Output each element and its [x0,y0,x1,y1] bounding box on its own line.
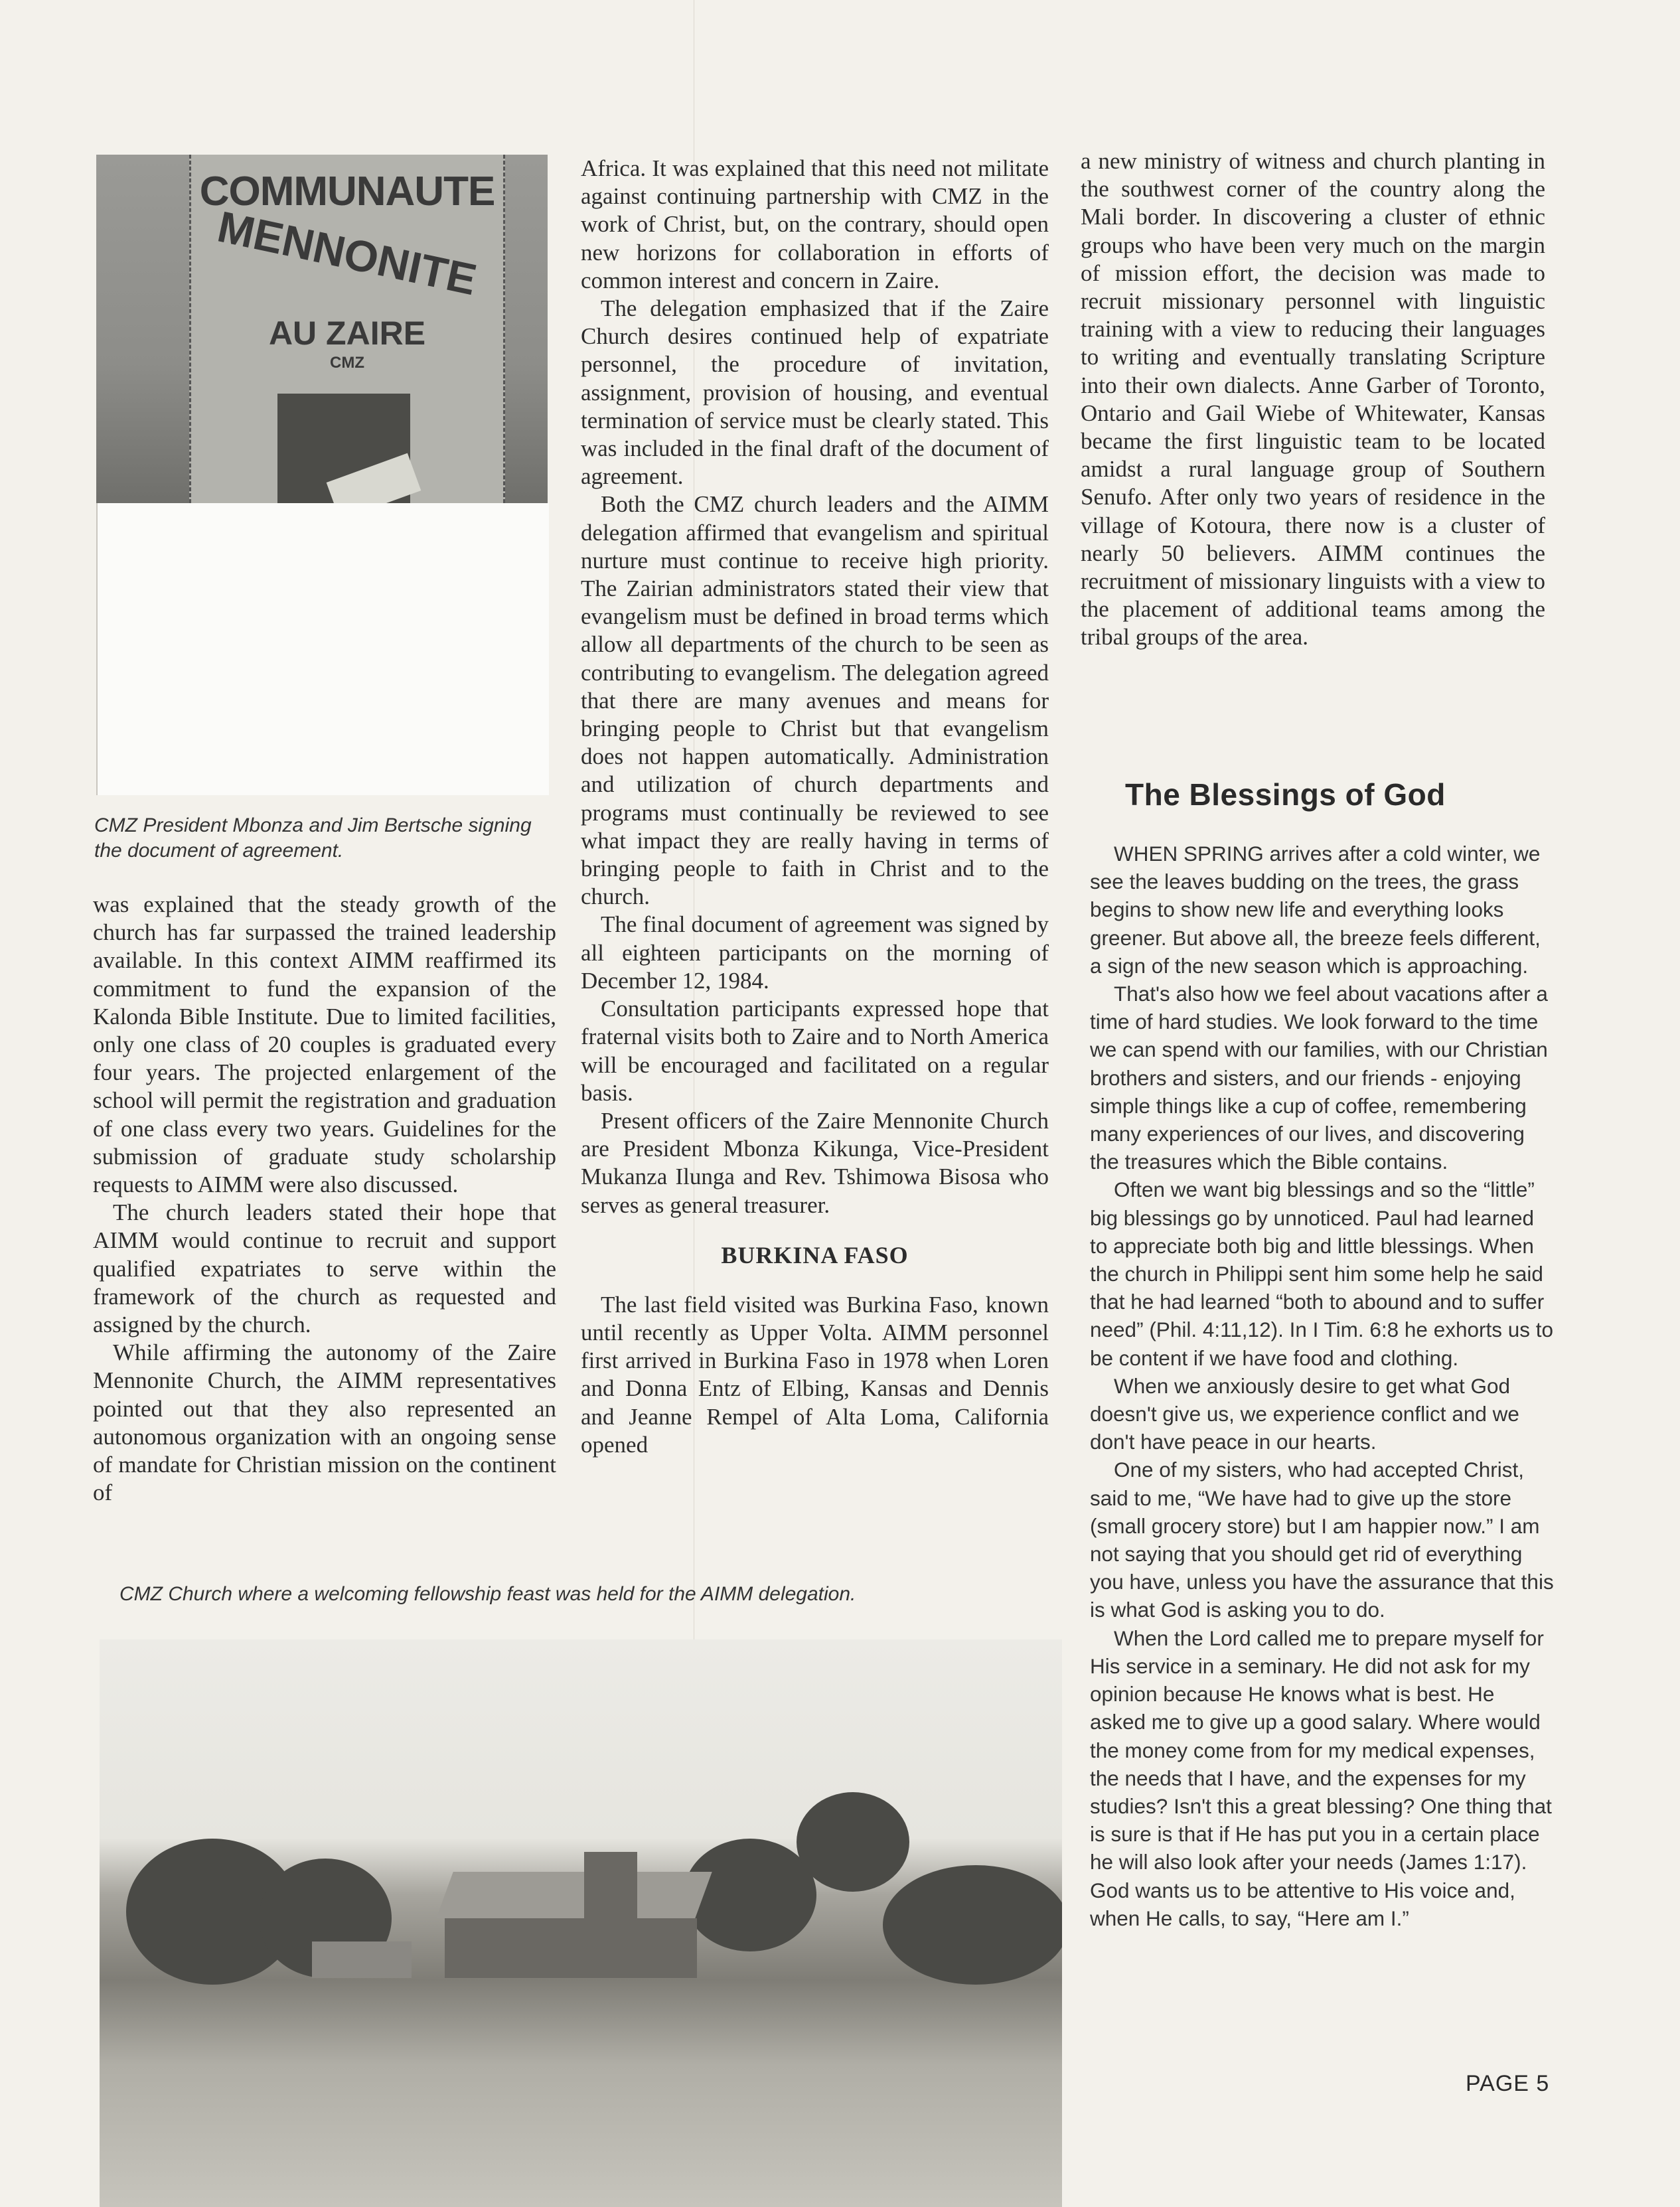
church-building-shape [445,1918,697,1978]
col1-paragraph-1: was explained that the steady growth of the church has far surpassed the trained leadership available. In this context AIMM reaffirmed its commitment to fund the expansion of the Kalonda Bible Institute. Due to limited facilities, only one class of 20 couples is graduated every four years. The projected enlargement of the school will permit the registration and graduation of one class every two years. Guidelines for the submission of graduate study scholarship requests to AIMM were also discussed. [93,891,556,1198]
blessings-paragraph-4: When we anxiously desire to get what God doesn't give us, we experience conflict and we don't have peace in our hearts. [1090,1373,1519,1454]
blessings-paragraph-3: Often we want big blessings and so the “little” big blessings go by unnoticed. Paul had learned to appreciate both big and little blessings. When the church in Philippi sent him some help he said that he had learned “both to abound and to suffer need” (Phil. 4:11,12). In I Tim. 6:8 he exhorts us to be content if we have food and clothing. [1090,1178,1554,1370]
col1-paragraph-2: The church leaders stated their hope that AIMM would continue to recruit and support qualified expatriates to serve within the framework of the church as requested and assigned by the church. [93,1199,556,1338]
column-1 [93,891,556,1507]
blessings-paragraph-1: WHEN SPRING arrives after a cold winter, we see the leaves budding on the trees, the grass begins to show new life and everything looks greener. But above all, the breeze feels different, a sign of the new season which is approaching. [1090,842,1541,978]
banner-text-line4: CMZ [330,354,364,372]
burkina-faso-heading: BURKINA FASO [721,1241,909,1268]
caption-bottom-photo: CMZ Church where a welcoming fellowship feast was held for the AIMM delegation. [119,1583,856,1605]
col3-paragraph: a new ministry of witness and church planting in the southwest corner of the country along the Mali border. In discovering a cluster of ethnic groups who have been very much on the margin of mission effort, the decision was made to recruit missionary personnel with linguistic training with a view to reducing their languages to writing and eventually translating Scripture into their own dialects. Anne Garber of Toronto, Ontario and Gail Wiebe of Whitewater, Kansas became the first linguistic team to be located amidst a rural language group of Southern Senufo. After only two years of residence in the village of Kotoura, there now is a cluster of nearly 50 believers. AIMM continues the recruitment of missionary linguists with a view to the placement of additional teams among the tribal groups of the area. [1081,148,1545,650]
small-building-shape [312,1941,412,1978]
col1-paragraph-3: While affirming the autonomy of the Zaire Mennonite Church, the AIMM representatives pointed out that they also represented an autonomous organization with an ongoing sense of mandate for Christian mission on the continent of [93,1339,556,1506]
col2-burkina-paragraph: The last field visited was Burkina Faso, known until recently as Upper Volta. AIMM personnel first arrived in Burkina Faso in 1978 when Loren and Donna Entz of Elbing, Kansas and Dennis and Jeanne Rempel of Alta Loma, California opened [581,1291,1049,1458]
tree-shape [883,1865,1062,1985]
page-number: PAGE 5 [1466,2071,1550,2096]
column-3 [1081,147,1545,652]
col2-paragraph-5: Consultation participants expressed hope that fraternal visits both to Zaire and to North America will be encouraged and facilitated on a regular basis. [581,996,1049,1106]
banner [189,155,505,503]
column-2 [581,155,1049,1459]
photo-church-landscape [100,1639,1062,2207]
photo-cutout-area [96,503,549,795]
blessings-paragraph-5: One of my sisters, who had accepted Christ, said to me, “We have had to give up the store (small grocery store) but I am happier now.” I am not saying that you should get rid of everything you have, unless you have the assurance that this is what God is asking you to do. [1090,1458,1554,1622]
caption-top-photo: CMZ President Mbonza and Jim Bertsche signing the document of agreement. [94,814,532,862]
photo-banner-communaute [96,155,548,503]
blessings-paragraph-2: That's also how we feel about vacations after a time of hard studies. We look forward to the time we can spend with our families, with our Christian brothers and sisters, and our friends - enjoying simple things like a cup of coffee, remembering many experiences of our lives, and discovering the treasures which the Bible contains. [1090,982,1548,1174]
church-tower-shape [584,1852,637,1978]
banner-text-line2: MENNONITE [213,201,481,305]
palm-tree-shape [797,1792,909,1892]
col2-paragraph-2: The delegation emphasized that if the Zaire Church desires continued help of expatriate personnel, the procedure of invitation, assignment, provision of housing, and eventual termination of service must be clearly stated. This was included in the final draft of the document of agreement. [581,295,1049,490]
col2-paragraph-6: Present officers of the Zaire Mennonite Church are President Mbonza Kikunga, Vice-President Mukanza Ilunga and Rev. Tshimowa Bisosa who serves as general treasurer. [581,1107,1049,1218]
blessings-article [1090,840,1555,1932]
col2-paragraph-1: Africa. It was explained that this need not militate against continuing partnership with CMZ in the work of Christ, but, on the contrary, should open new horizons for collaboration in efforts of common interest and concern in Zaire. [581,155,1049,293]
col2-paragraph-3: Both the CMZ church leaders and the AIMM delegation affirmed that evangelism and spiritual nurture must continue to receive high priority. The Zairian administrators stated their view that evangelism must be defined in broad terms which allow all departments of the church to be seen as contributing to evangelism. The delegation agreed that there are many avenues and means for bringing people to Christ but that evangelism does not happen automatically. Administration and utilization of church departments and programs must continually be reviewed to see what impact they are really having in terms of bringing people to faith in Christ and to the church. [581,491,1049,910]
blessings-heading: The Blessings of God [1125,777,1446,812]
blessings-paragraph-6: When the Lord called me to prepare myself for His service in a seminary. He did not ask for my opinion because He knows what is best. He asked me to give up a good salary. Where would the money come from for my medical expenses, the needs that I have, and the expenses for my studies? Isn't this a great blessing? One thing that is sure is that if He has put you in a certain place he will also look after your needs (James 1:17). God wants us to be attentive to His voice and, when He calls, to say, “Here am I.” [1090,1626,1552,1930]
church-roof-shape [436,1872,712,1918]
col2-paragraph-4: The final document of agreement was signed by all eighteen participants on the morning of December 12, 1984. [581,911,1049,994]
banner-text-line3: AU ZAIRE [268,315,426,352]
banner-text-line1: COMMUNAUTE [199,169,495,214]
tree-shape [684,1839,816,1951]
